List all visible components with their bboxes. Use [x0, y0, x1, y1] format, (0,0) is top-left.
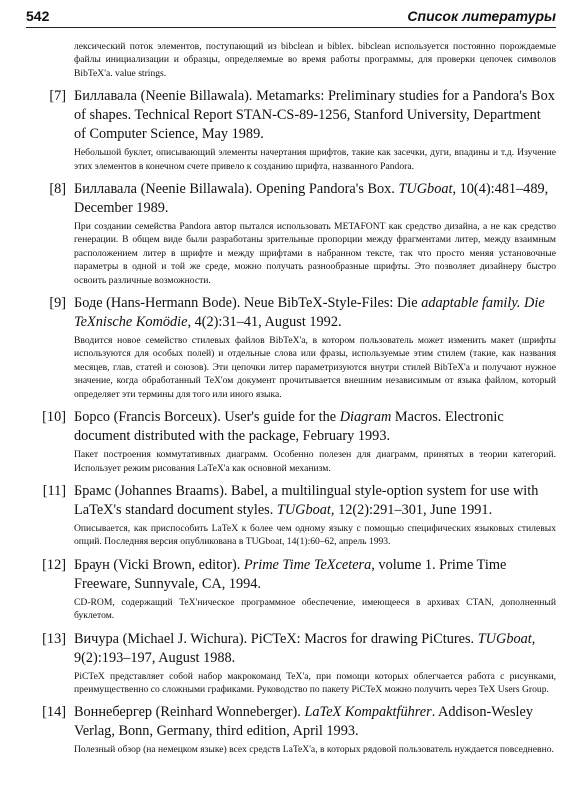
- entry-number: [11]: [42, 482, 66, 499]
- entry-annotation: Вводится новое семейство стилевых файлов BibTeX'а, в котором пользователь может изменить макет (шрифты используются для особых полей) и отдельные слова или фразы, используемые этим стилем (такие, как названия месяцев, глав, статей и союзов). Эти цепочки литер параметризуются внутри стилей BibTeX'а и получают нужное значение, когда обработанный TeX'ом документ прочитывается внешним независимым от языка файлом, который определяет эти термины для того или иного языка.: [74, 335, 556, 400]
- entry-number: [8]: [49, 181, 66, 198]
- entry-citation: [74, 703, 556, 741]
- entry-publication-details: , 12(2):291–301, June 1991.: [330, 501, 493, 518]
- entry-italic-title: Prime Time TeXcetera: [243, 556, 372, 573]
- entry-annotation: Небольшой буклет, описывающий элементы начертания шрифтов, такие как засечки, дуги, впадины и т.д. Изучение этих элементов в конечном счете привело к созданию шрифта, названного Pandora.: [74, 147, 556, 172]
- page-header: [26, 8, 556, 28]
- entry-title: Babel, a multilingual style-option system for use with LaTeX's standard document styles.: [74, 482, 539, 518]
- intro-annotation: лексический поток элементов, поступающий из bibclean и biblex. bibclean используется постоянно порождаемые файлы инициализации и образцы, определяемые во время работы программы, для проверки цепочек символов BibTeX'а. value strings.: [74, 41, 556, 79]
- bibliography-entry: [26, 294, 556, 401]
- entry-publication-details: , 9(2):193–197, August 1988.: [74, 630, 536, 666]
- entry-italic-title: adaptable family. Die TeXnische Komödie: [74, 295, 545, 331]
- entry-annotation: Полезный обзор (на немецком языке) всех средств LaTeX'а, в которых рядовой пользователь нуждается повседневно.: [74, 744, 554, 756]
- entry-italic-title: LaTeX Kompaktführer: [304, 704, 432, 721]
- bibliography-entry: [26, 630, 556, 697]
- entry-citation: [74, 87, 556, 144]
- bibliography-entry: [26, 556, 556, 623]
- entry-annotation: PiCTeX представляет собой набор макрокоманд TeX'а, при помощи которых облегчается работа с рисунками, преимущественно со сложными графиками. Руководство по пакету PiCTeX можно получить через TeX Users Group.: [74, 670, 556, 695]
- entry-journal: TUGboat: [398, 181, 453, 198]
- bibliography-page: [26, 8, 556, 757]
- bibliography-entry: [26, 87, 556, 173]
- entry-authors: Брамс (Johannes Braams).: [74, 482, 228, 499]
- section-title: Список литературы: [407, 8, 556, 24]
- entry-annotation: При создании семейства Pandora автор пытался использовать METAFONT как средство дизайна, а не как средство генерации. В общем виде были разработаны зрительные пропорции между фрагментами литер, между взаимным расположением литер в шрифте и между шрифтами в набранном тексте, так что просто меняя установочные параметры в одной и той же среде, можно получать разнообразные шрифты. Это позволяет дизайнеру быстро освоить различные возможности.: [74, 221, 556, 286]
- entry-number: [14]: [42, 704, 66, 721]
- bibliography-list: [26, 87, 556, 757]
- entry-citation: [74, 556, 556, 594]
- entry-annotation: CD-ROM, содержащий TeX'ническое программное обеспечение, имеющееся в архивах CTAN, дополненный буклетом.: [74, 596, 556, 622]
- entry-citation: [74, 630, 556, 668]
- bibliography-entry: [26, 180, 556, 287]
- entry-citation: [74, 482, 556, 520]
- entry-title: Neue BibTeX-Style-Files: Die: [243, 295, 418, 312]
- entry-journal: TUGboat: [477, 630, 532, 647]
- entry-italic-title: Diagram: [339, 409, 392, 426]
- entry-authors: Биллавала (Neenie Billawala).: [74, 181, 253, 198]
- entry-citation: [74, 294, 556, 332]
- entry-authors: Биллавала (Neenie Billawala).: [74, 88, 253, 105]
- entry-title: PiCTeX: Macros for drawing PiCtures.: [250, 630, 475, 647]
- entry-publication-details: , 10(4):481–489, December 1989.: [74, 181, 549, 217]
- entry-number: [9]: [49, 295, 66, 312]
- entry-title: User's guide for the: [224, 409, 337, 426]
- entry-publication-details: Macros. Electronic document distributed with the package, February 1993.: [74, 409, 504, 445]
- bibliography-entry: [26, 703, 556, 756]
- entry-title: Opening Pandora's Box.: [256, 181, 395, 198]
- page-number: 542: [26, 8, 50, 24]
- entry-authors: Борсо (Francis Borceux).: [74, 409, 221, 426]
- entry-authors: Браун (Vicki Brown, editor).: [74, 556, 241, 573]
- entry-journal: TUGboat: [276, 501, 331, 518]
- entry-annotation: Пакет построения коммутативных диаграмм. Особенно полезен для диаграмм, принятых в теории категорий. Использует режим рисования LaTeX'а как основной механизм.: [74, 449, 556, 474]
- entry-citation: [74, 408, 556, 446]
- entry-citation: [74, 180, 556, 218]
- entry-authors: Боде (Hans-Hermann Bode).: [74, 295, 241, 312]
- entry-title: Metamarks: Preliminary studies for a Pandora's Box of shapes. Technical Report STAN-CS-89-1256, Stanford University, Department of Computer Science, May 1989.: [74, 88, 555, 143]
- entry-annotation: Описывается, как приспособить LaTeX к более чем одному языку с помощью специфических языковых стилевых опций. Последняя версия опубликована в TUGboat, 14(1):60–62, апрель 1993.: [74, 522, 556, 548]
- bibliography-entry: [26, 482, 556, 549]
- entry-authors: Вичура (Michael J. Wichura).: [74, 630, 248, 647]
- entry-number: [7]: [49, 88, 66, 105]
- entry-publication-details: , volume 1. Prime Time Freeware, Sunnyvale, CA, 1994.: [74, 556, 507, 592]
- entry-authors: Воннебергер (Reinhard Wonneberger).: [74, 704, 301, 721]
- entry-number: [12]: [42, 556, 66, 573]
- entry-publication-details: , 4(2):31–41, August 1992.: [187, 314, 342, 331]
- entry-number: [10]: [42, 409, 66, 426]
- entry-publication-details: . Addison-Wesley Verlag, Bonn, Germany, third edition, April 1993.: [74, 704, 533, 740]
- bibliography-entry: [26, 408, 556, 475]
- entry-number: [13]: [42, 630, 66, 647]
